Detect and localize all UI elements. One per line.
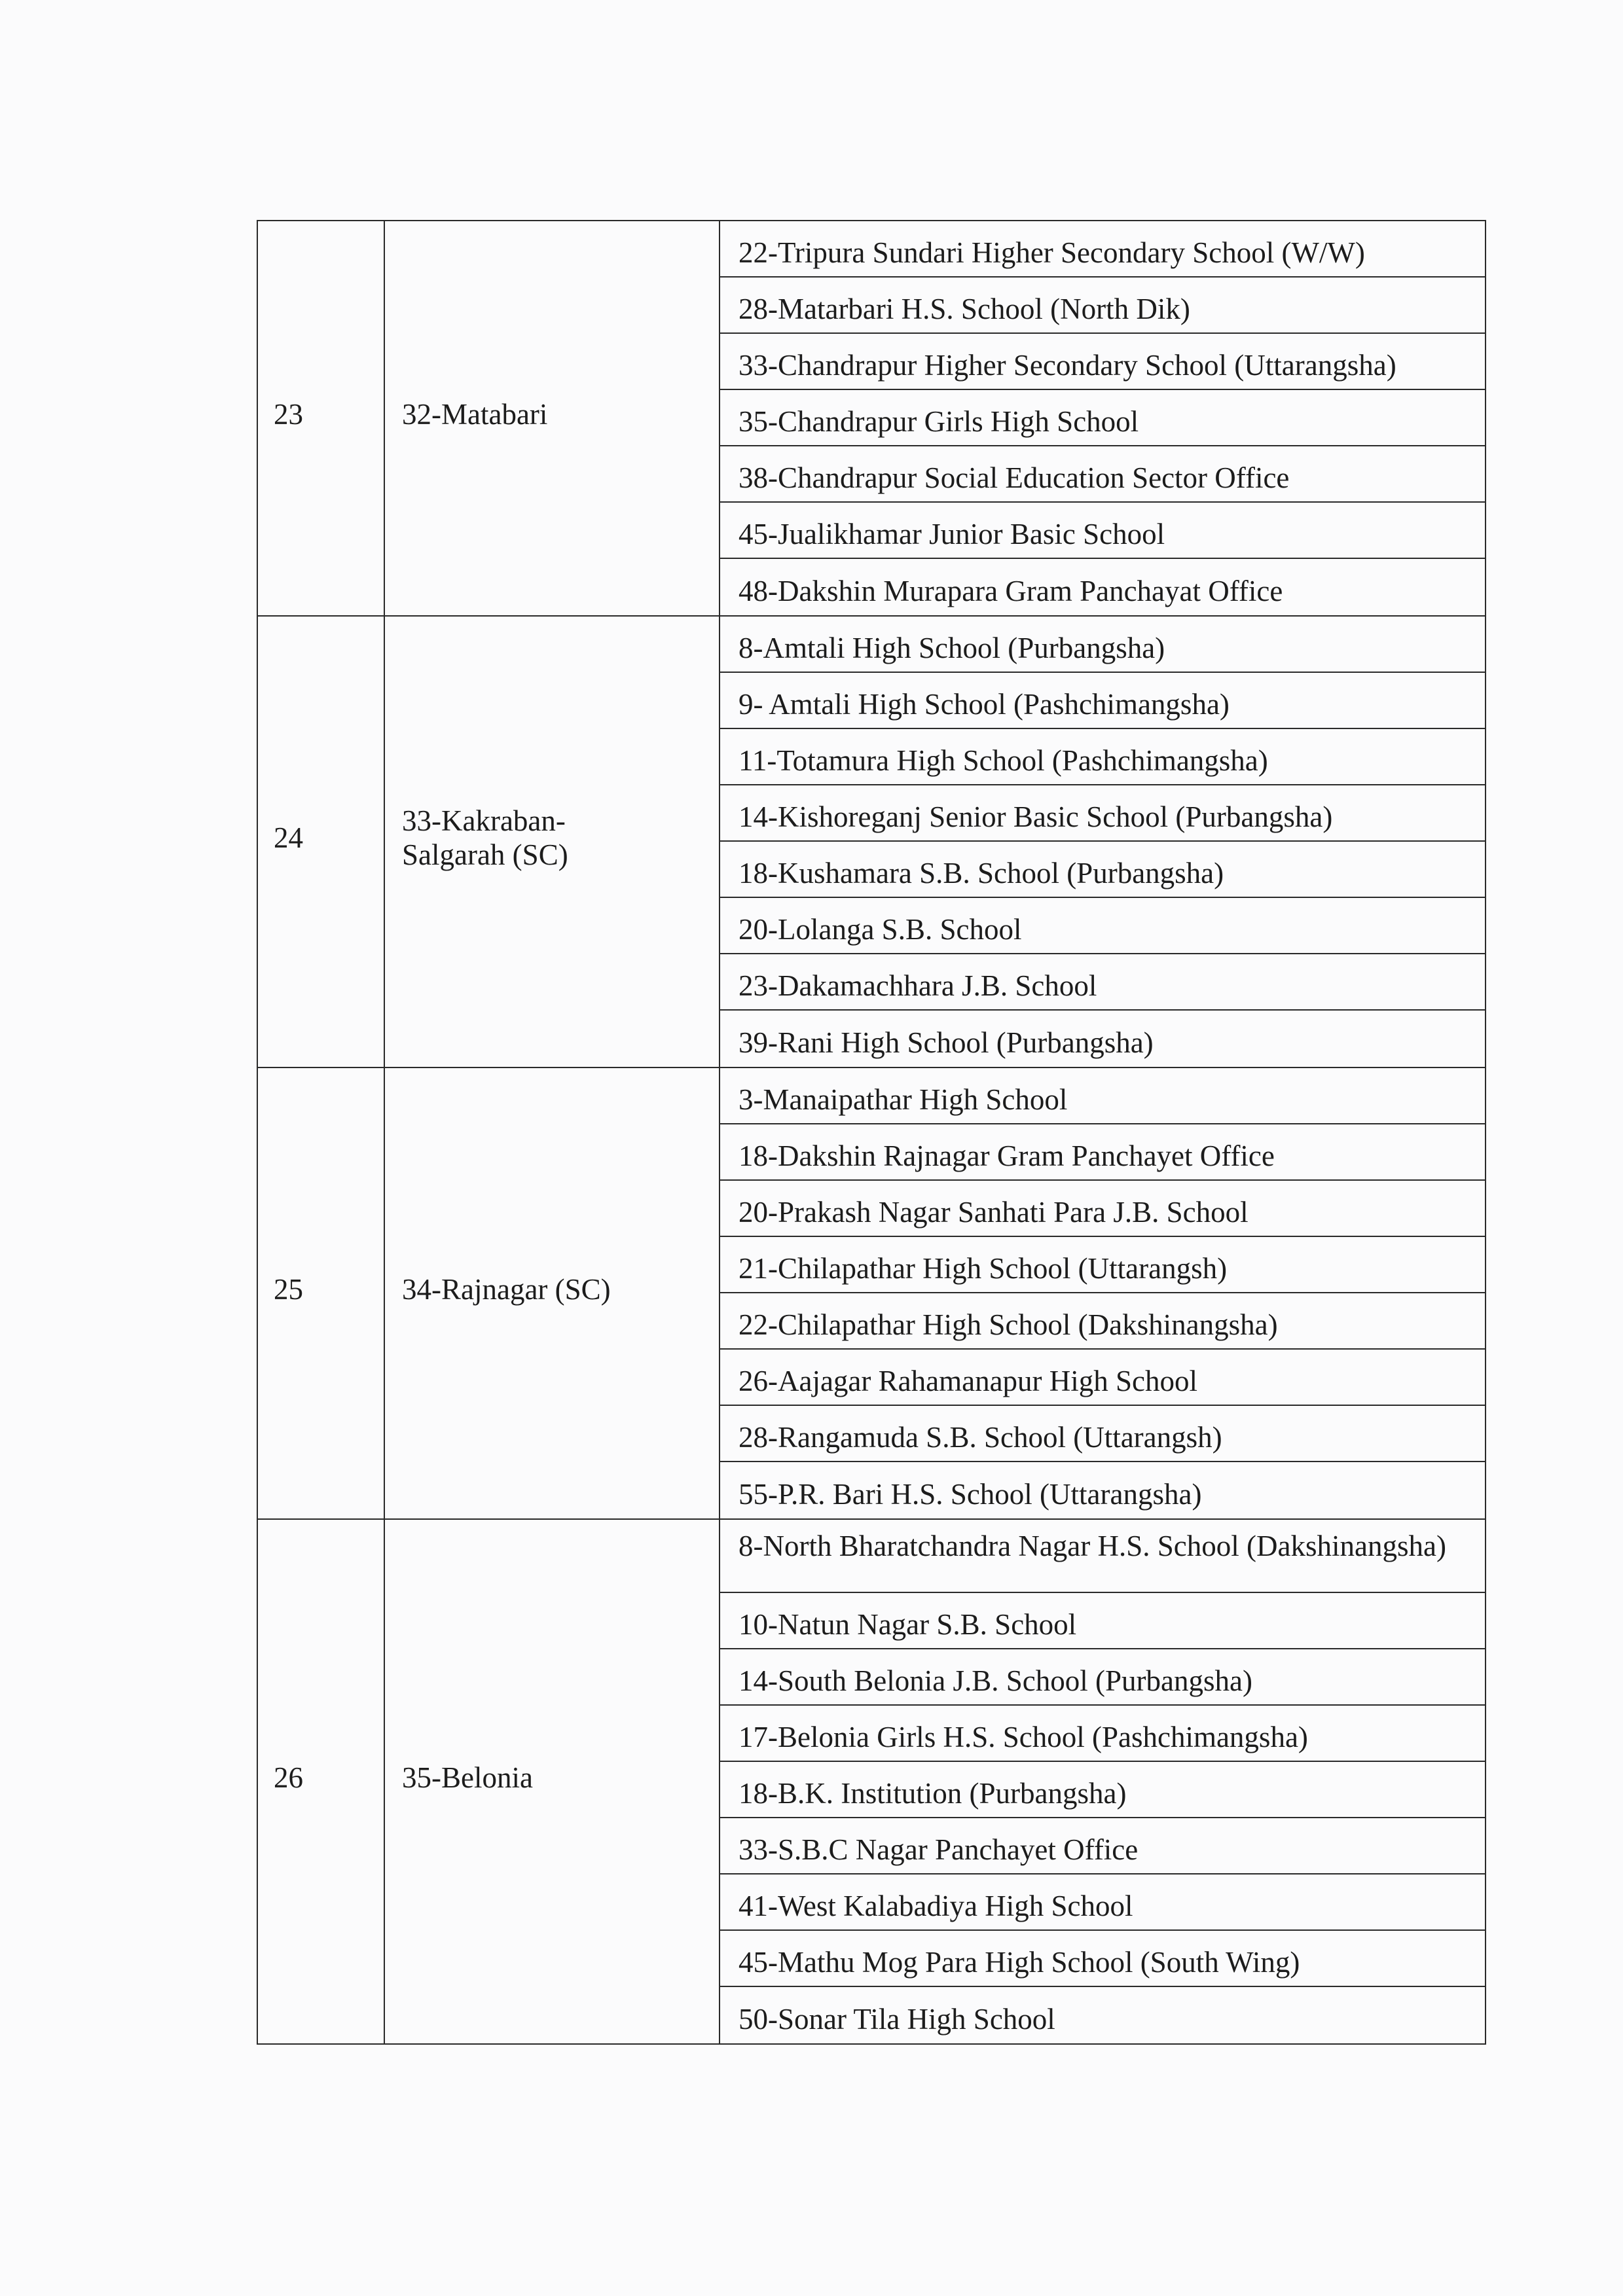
polling-station: 23-Dakamachhara J.B. School <box>720 954 1485 1011</box>
constituency-name: 33-Kakraban-Salgarah (SC) <box>402 804 568 871</box>
polling-stations-table <box>257 220 1486 2045</box>
polling-station: 11-Totamura High School (Pashchimangsha) <box>720 729 1485 785</box>
polling-station: 21-Chilapathar High School (Uttarangsh) <box>720 1237 1485 1293</box>
polling-station: 55-P.R. Bari H.S. School (Uttarangsha) <box>739 1478 1202 1511</box>
table-row <box>257 221 1486 616</box>
table-row <box>257 1519 1486 2044</box>
polling-station: 14-South Belonia J.B. School (Purbangsha) <box>720 1649 1485 1706</box>
polling-station: 48-Dakshin Murapara Gram Panchayat Office <box>739 575 1283 607</box>
polling-station: 8-Amtali High School (Purbangsha) <box>720 617 1485 673</box>
table-row <box>257 1067 1486 1519</box>
constituency-cell <box>384 1067 720 1519</box>
polling-station: 28-Rangamuda S.B. School (Uttarangsh) <box>720 1406 1485 1462</box>
polling-station: 3-Manaipathar High School <box>720 1068 1485 1124</box>
polling-station: 41-West Kalabadiya High School <box>720 1874 1485 1931</box>
polling-stations-cell <box>720 1067 1486 1519</box>
polling-station-text: 8-North Bharatchandra Nagar H.S. School (Dakshinangsha) <box>739 1530 1446 1562</box>
serial-number-cell <box>257 1067 384 1519</box>
table-row <box>257 616 1486 1067</box>
polling-station-list <box>720 1068 1485 1518</box>
constituency-cell <box>384 1519 720 2044</box>
polling-station: 10-Natun Nagar S.B. School <box>720 1593 1485 1649</box>
constituency-name: 32-Matabari <box>402 398 548 431</box>
polling-station: 18-B.K. Institution (Purbangsha) <box>720 1762 1485 1818</box>
serial-number: 23 <box>274 398 303 431</box>
polling-station: 20-Prakash Nagar Sanhati Para J.B. School <box>720 1181 1485 1237</box>
polling-station-list <box>720 1520 1485 2043</box>
polling-stations-cell <box>720 1519 1486 2044</box>
constituency-cell <box>384 616 720 1067</box>
polling-station-list <box>720 221 1485 615</box>
polling-stations-cell <box>720 221 1486 616</box>
polling-station: 38-Chandrapur Social Education Sector Office <box>720 446 1485 503</box>
serial-number: 24 <box>274 821 303 854</box>
polling-station: 14-Kishoreganj Senior Basic School (Purbangsha) <box>720 785 1485 842</box>
constituency-name: 34-Rajnagar (SC) <box>402 1273 611 1306</box>
polling-station: 26-Aajagar Rahamanapur High School <box>720 1350 1485 1406</box>
polling-station: 18-Dakshin Rajnagar Gram Panchayet Office <box>720 1124 1485 1181</box>
polling-station-list <box>720 617 1485 1067</box>
serial-number: 26 <box>274 1761 303 1794</box>
polling-station: 45-Mathu Mog Para High School (South Wing) <box>720 1931 1485 1987</box>
polling-station: 50-Sonar Tila High School <box>739 2003 1055 2036</box>
constituency-cell <box>384 221 720 616</box>
polling-station: 9- Amtali High School (Pashchimangsha) <box>720 673 1485 729</box>
constituency-name: 35-Belonia <box>402 1761 533 1794</box>
polling-station: 22-Chilapathar High School (Dakshinangsha) <box>720 1293 1485 1350</box>
serial-number: 25 <box>274 1273 303 1306</box>
serial-number-cell <box>257 1519 384 2044</box>
serial-number-cell <box>257 616 384 1067</box>
table-body <box>257 221 1486 2044</box>
polling-station: 17-Belonia Girls H.S. School (Pashchimangsha) <box>720 1706 1485 1762</box>
polling-station: 35-Chandrapur Girls High School <box>720 390 1485 446</box>
polling-station <box>720 1520 1485 1593</box>
polling-station: 18-Kushamara S.B. School (Purbangsha) <box>720 842 1485 898</box>
serial-number-cell <box>257 221 384 616</box>
polling-station: 20-Lolanga S.B. School <box>720 898 1485 954</box>
polling-station: 45-Jualikhamar Junior Basic School <box>720 503 1485 559</box>
polling-station: 33-S.B.C Nagar Panchayet Office <box>720 1818 1485 1874</box>
polling-station: 33-Chandrapur Higher Secondary School (Uttarangsha) <box>720 334 1485 390</box>
polling-station: 39-Rani High School (Purbangsha) <box>739 1026 1154 1059</box>
polling-station: 28-Matarbari H.S. School (North Dik) <box>720 278 1485 334</box>
polling-stations-cell <box>720 616 1486 1067</box>
polling-station: 22-Tripura Sundari Higher Secondary School (W/W) <box>720 221 1485 278</box>
